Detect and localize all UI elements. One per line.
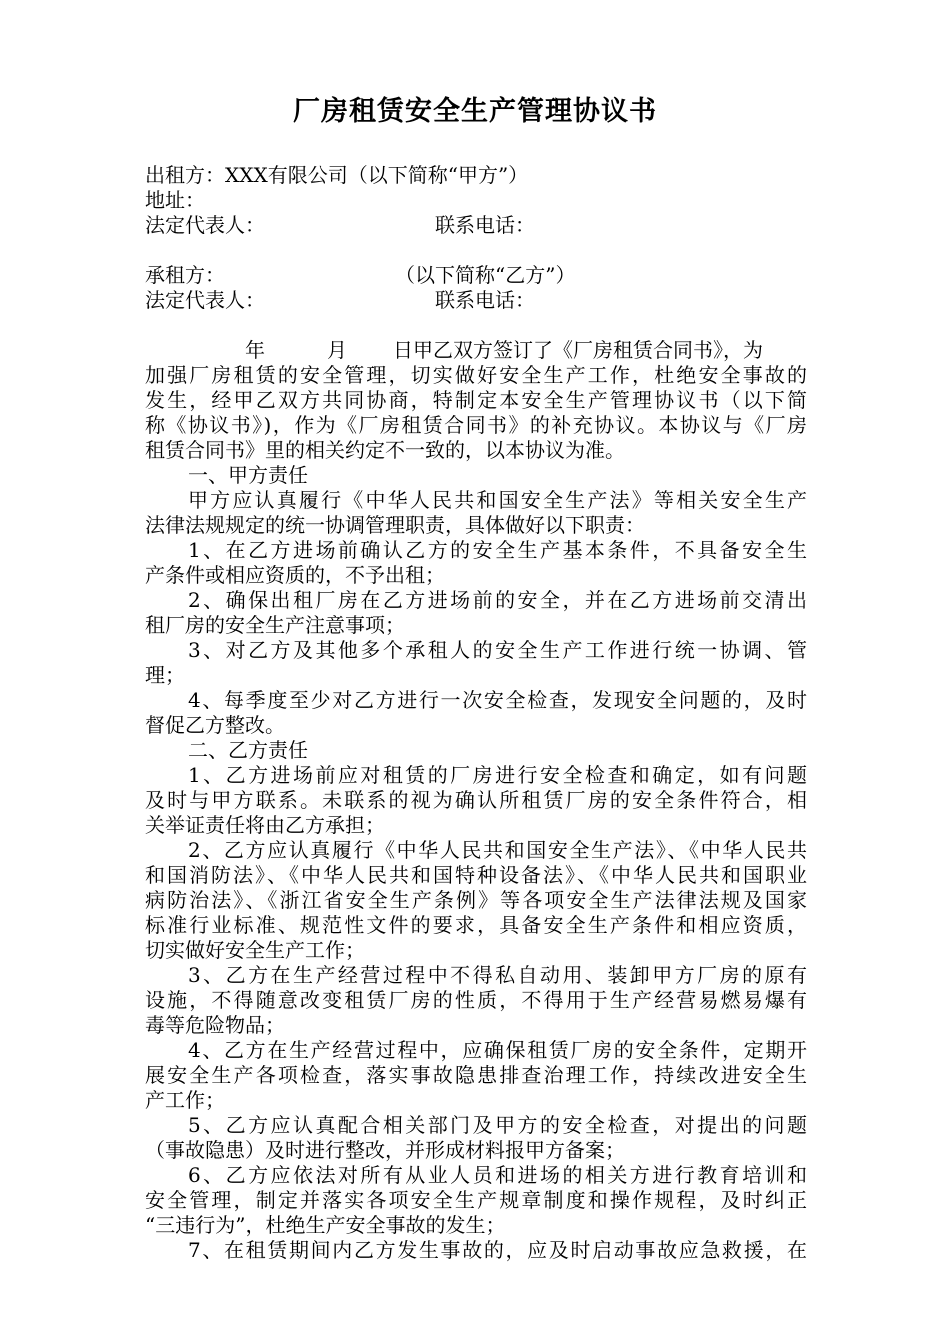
intro-line: 加强厂房租赁的安全管理，切实做好安全生产工作，杜绝安全事故的 (145, 363, 807, 387)
intro-line: 发生，经甲乙双方共同协商，特制定本安全生产管理协议书（以下简 (145, 388, 807, 412)
body-line: （事故隐患）及时进行整改，并形成材料报甲方备案； (145, 1138, 625, 1162)
body-line: 3、乙方在生产经营过程中不得私自动用、装卸甲方厂房的原有 (188, 963, 807, 987)
body-line: 关举证责任将由乙方承担； (145, 813, 385, 837)
body-line: 安全管理，制定并落实各项安全生产规章制度和操作规程，及时纠正 (145, 1188, 807, 1212)
body-line: 法律法规规定的统一协调管理职责，具体做好以下职责： (145, 513, 645, 537)
body-line: 1、在乙方进场前确认乙方的安全生产基本条件，不具备安全生 (188, 538, 807, 562)
body-line: 督促乙方整改。 (145, 713, 285, 737)
body-line: 二、乙方责任 (188, 738, 308, 762)
body-line: 产工作； (145, 1088, 225, 1112)
body-line: 理； (145, 663, 185, 687)
body-line: 标准行业标准、规范性文件的要求，具备安全生产条件和相应资质， (145, 913, 807, 937)
body-line: 毒等危险物品； (145, 1013, 285, 1037)
intro-line: 称《协议书》)，作为《厂房租赁合同书》的补充协议。本协议与《厂房 (145, 413, 807, 437)
lessee-alias: （以下简称“乙方”） (395, 263, 576, 287)
body-line: 4、每季度至少对乙方进行一次安全检查，发现安全问题的，及时 (188, 688, 807, 712)
document-title: 厂房租赁安全生产管理协议书 (293, 96, 657, 127)
body-line: 1、乙方进场前应对租赁的厂房进行安全检查和确定，如有问题 (188, 763, 807, 787)
body-line: “三违行为”，杜绝生产安全事故的发生； (145, 1213, 506, 1237)
body-line: 展安全生产各项检查，落实事故隐患排查治理工作，持续改进安全生 (145, 1063, 807, 1087)
body-line: 及时与甲方联系。未联系的视为确认所租赁厂房的安全条件符合，相 (145, 788, 807, 812)
intro-line: 租赁合同书》里的相关约定不一致的，以本协议为准。 (145, 438, 625, 462)
body-line: 6、乙方应依法对所有从业人员和进场的相关方进行教育培训和 (188, 1163, 807, 1187)
month-label: 月 (327, 338, 347, 362)
body-line: 2、确保出租厂房在乙方进场前的安全，并在乙方进场前交清出 (188, 588, 807, 612)
body-line: 5、乙方应认真配合相关部门及甲方的安全检查，对提出的问题 (188, 1113, 807, 1137)
address-label: 地址： (145, 188, 205, 212)
lessor-line: 出租方：XXX有限公司（以下简称“甲方”） (145, 163, 529, 187)
body-line: 甲方应认真履行《中华人民共和国安全生产法》等相关安全生产 (188, 488, 807, 512)
lessor-phone-label: 联系电话： (435, 213, 535, 237)
body-line: 2、乙方应认真履行《中华人民共和国安全生产法》、《中华人民共 (188, 838, 807, 862)
body-line: 7、在租赁期间内乙方发生事故的，应及时启动事故应急救援，在 (188, 1238, 807, 1262)
body-line: 产条件或相应资质的，不予出租； (145, 563, 445, 587)
day-text: 日甲乙双方签订了《厂房租赁合同书》，为 (393, 338, 763, 362)
lessor-rep-label: 法定代表人： (145, 213, 265, 237)
body-line: 和国消防法》、《中华人民共和国特种设备法》、《中华人民共和国职业 (145, 863, 807, 887)
body-line: 4、乙方在生产经营过程中，应确保租赁厂房的安全条件，定期开 (188, 1038, 807, 1062)
body-line: 设施，不得随意改变租赁厂房的性质，不得用于生产经营易燃易爆有 (145, 988, 807, 1012)
body-line: 病防治法》、《浙江省安全生产条例》等各项安全生产法律法规及国家 (145, 888, 807, 912)
lessee-rep-label: 法定代表人： (145, 288, 265, 312)
body-line: 租厂房的安全生产注意事项； (145, 613, 405, 637)
body-line: 3、对乙方及其他多个承租人的安全生产工作进行统一协调、管 (188, 638, 807, 662)
body-line: 切实做好安全生产工作； (145, 938, 365, 962)
lessee-phone-label: 联系电话： (435, 288, 535, 312)
body-line: 一、甲方责任 (188, 463, 308, 487)
year-label: 年 (245, 338, 265, 362)
lessee-label: 承租方： (145, 263, 225, 287)
